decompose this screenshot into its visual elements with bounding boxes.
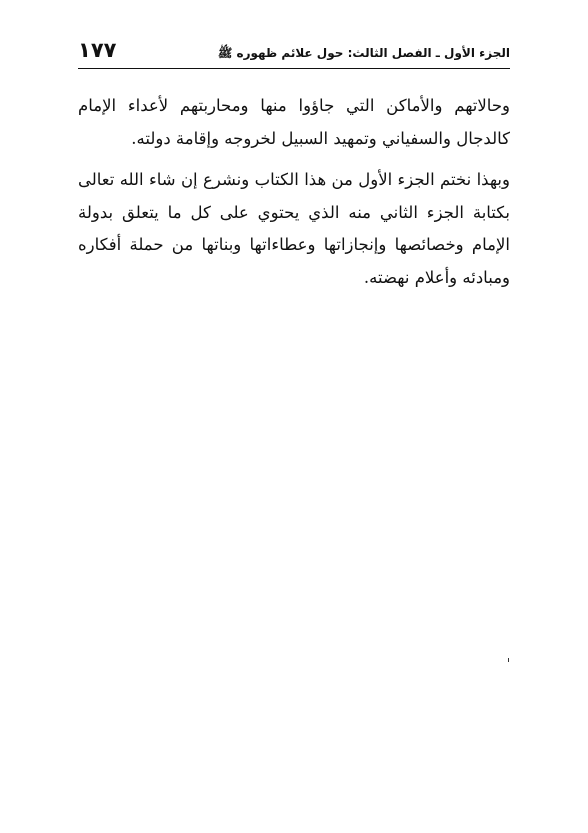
paragraph: وحالاتهم والأماكن التي جاؤوا منها ومحاربتهم لأعداء الإمام كالدجال والسفياني وتمهيد السبيل لخروجه وإقامة دولته. [78,96,510,148]
running-header-title: الجزء الأول ـ الفصل الثالث: حول علائم ظهوره ﷺ [217,46,510,60]
margin-mark [508,658,509,662]
header-divider [78,68,510,69]
page-number: ١٧٧ [78,38,117,62]
paragraph: وبهذا نختم الجزء الأول من هذا الكتاب ونشرع إن شاء الله تعالى بكتابة الجزء الثاني منه الذي يحتوي على كل ما يتعلق بدولة الإمام وخصائصها وإنجازاتها وعطاءاتها وبناتها من حملة أفكاره ومبادئه وأعلام نهضته. [78,170,510,287]
running-header [78,38,510,66]
body-text [78,90,510,294]
